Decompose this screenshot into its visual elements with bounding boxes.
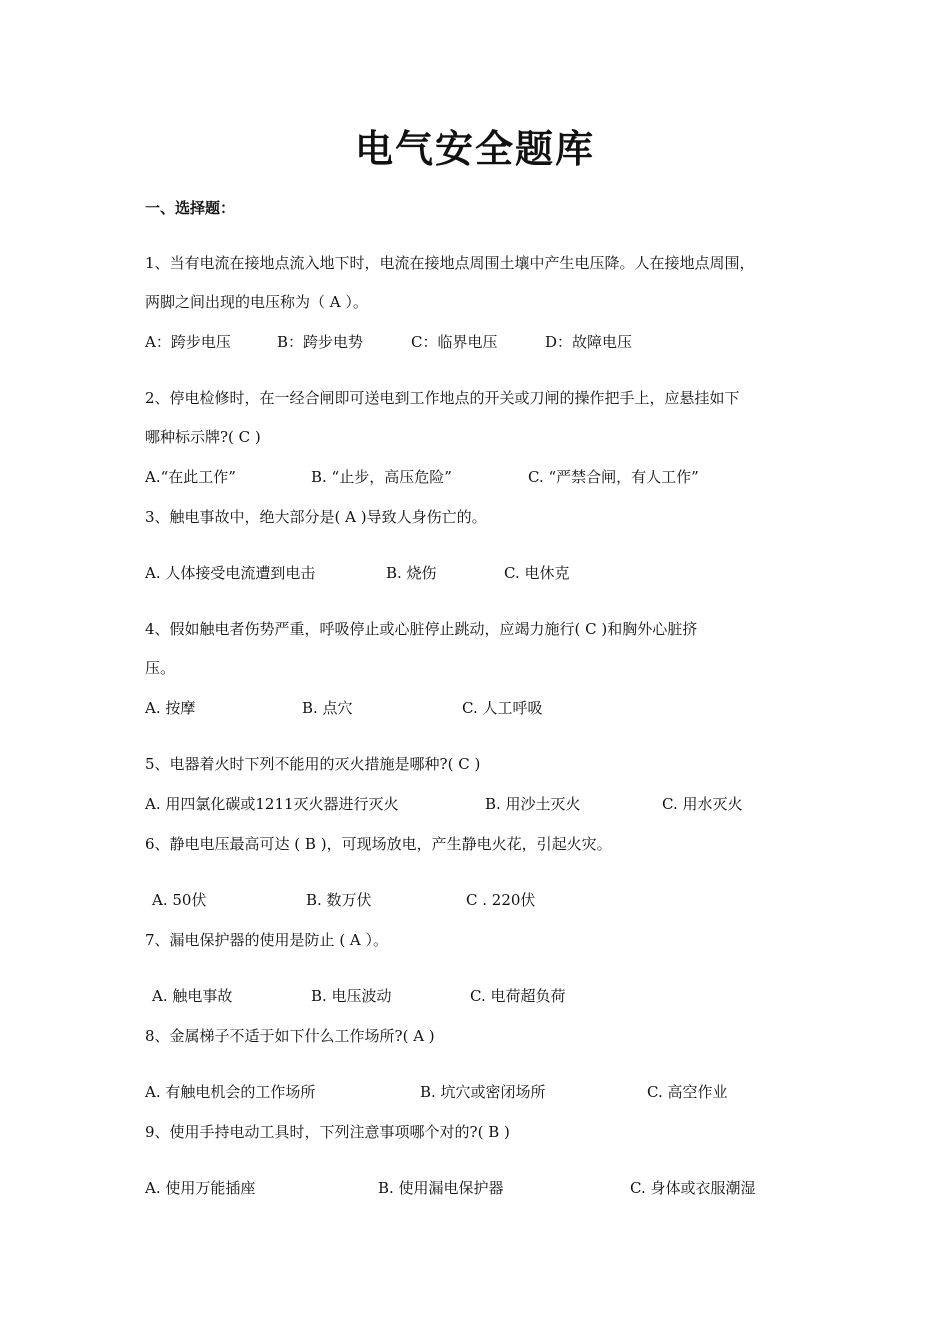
section-heading: 一、选择题： [145, 199, 236, 217]
question-1-line-2: 两脚之间出现的电压称为（ A ）。 [145, 293, 368, 311]
question-5-option-c: C. 用水灭火 [662, 795, 743, 813]
question-7-option-c: C. 电荷超负荷 [470, 987, 566, 1005]
question-3-option-b: B. 烧伤 [386, 564, 437, 582]
question-6-line-1: 6、静电电压最高可达 ( B )，可现场放电，产生静电火花，引起火灾。 [145, 835, 612, 853]
question-2-option-a: A.“在此工作” [145, 468, 236, 486]
question-3-line-1: 3、触电事故中，绝大部分是( A )导致人身伤亡的。 [145, 508, 487, 526]
question-6-option-b: B. 数万伏 [306, 891, 372, 909]
question-2-option-c: C. “严禁合闸，有人工作” [528, 468, 699, 486]
question-4-option-a: A. 按摩 [145, 699, 196, 717]
question-7-option-a: A. 触电事故 [152, 987, 233, 1005]
question-3-option-a: A. 人体接受电流遭到电击 [145, 564, 316, 582]
question-8-option-c: C. 高空作业 [647, 1083, 728, 1101]
question-6-option-c: C . 220伏 [466, 891, 536, 909]
question-9-option-a: A. 使用万能插座 [145, 1179, 256, 1197]
question-3-option-c: C. 电休克 [504, 564, 570, 582]
question-8-option-a: A. 有触电机会的工作场所 [145, 1083, 316, 1101]
document-title: 电气安全题库 [354, 127, 595, 171]
question-9-option-c: C. 身体或衣服潮湿 [630, 1179, 756, 1197]
question-1-line-1: 1、当有电流在接地点流入地下时，电流在接地点周围土壤中产生电压降。人在接地点周围， [145, 254, 755, 272]
question-5-line-1: 5、电器着火时下列不能用的灭火措施是哪种?( C ) [145, 755, 481, 773]
question-4-option-b: B. 点穴 [302, 699, 353, 717]
question-1-option-b: B：跨步电势 [277, 333, 364, 351]
question-2-line-1: 2、停电检修时，在一经合闸即可送电到工作地点的开关或刀闸的操作把手上，应悬挂如下 [145, 389, 740, 407]
question-5-option-a: A. 用四氯化碳或1211灭火器进行灭火 [145, 795, 399, 813]
question-1-option-c: C：临界电压 [411, 333, 498, 351]
question-8-option-b: B. 坑穴或密闭场所 [420, 1083, 546, 1101]
question-4-line-2: 压。 [145, 659, 176, 677]
question-6-option-a: A. 50伏 [152, 891, 207, 909]
question-1-option-d: D：故障电压 [545, 333, 633, 351]
question-4-option-c: C. 人工呼吸 [462, 699, 543, 717]
question-4-line-1: 4、假如触电者伤势严重，呼吸停止或心脏停止跳动，应竭力施行( C )和胸外心脏挤 [145, 620, 698, 638]
question-8-line-1: 8、金属梯子不适于如下什么工作场所?( A ) [145, 1027, 435, 1045]
question-9-line-1: 9、使用手持电动工具时，下列注意事项哪个对的?( B ) [145, 1123, 510, 1141]
question-1-option-a: A：跨步电压 [145, 333, 231, 351]
question-2-line-2: 哪种标示牌?( C ) [145, 428, 261, 446]
question-7-option-b: B. 电压波动 [311, 987, 392, 1005]
question-5-option-b: B. 用沙土灭火 [485, 795, 581, 813]
question-7-line-1: 7、漏电保护器的使用是防止 ( A ）。 [145, 931, 389, 949]
question-9-option-b: B. 使用漏电保护器 [378, 1179, 504, 1197]
question-2-option-b: B. “止步，高压危险” [311, 468, 452, 486]
